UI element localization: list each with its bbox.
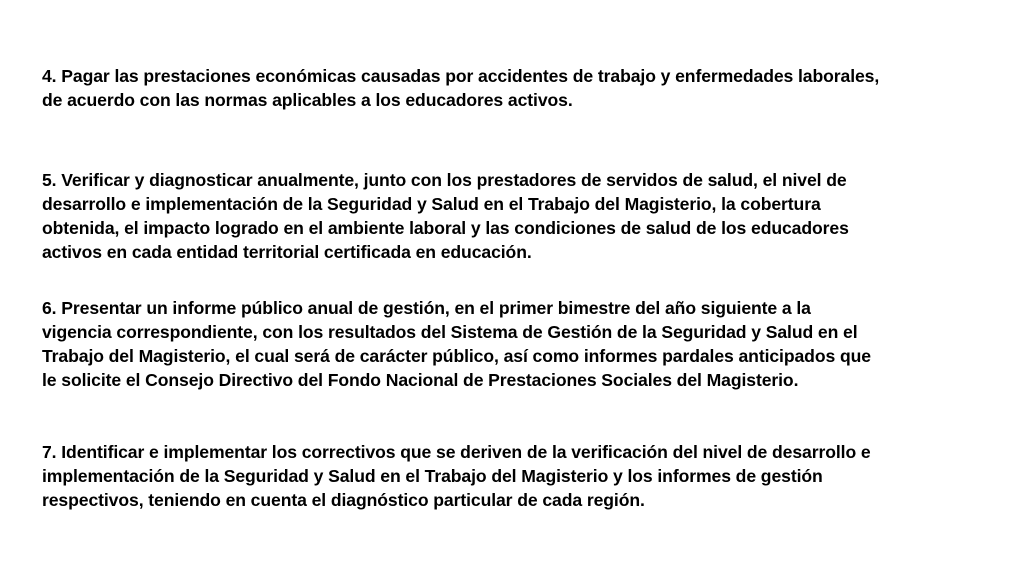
paragraph-item-4 [42,64,992,112]
paragraph-item-6 [42,296,992,392]
paragraph-line: desarrollo e implementación de la Seguridad y Salud en el Trabajo del Magisterio, la cobertura [42,194,821,214]
paragraph-item-5 [42,168,992,264]
paragraph-line: 5. Verificar y diagnosticar anualmente, junto con los prestadores de servidos de salud, el nivel de [42,170,847,190]
paragraph-line: 4. Pagar las prestaciones económicas causadas por accidentes de trabajo y enfermedades laborales, [42,66,880,86]
paragraph-line: activos en cada entidad territorial certificada en educación. [42,242,532,262]
paragraph-line: obtenida, el impacto logrado en el ambiente laboral y las condiciones de salud de los educadores [42,218,849,238]
paragraph-line: 6. Presentar un informe público anual de gestión, en el primer bimestre del año siguiente a la [42,298,811,318]
paragraph-line: de acuerdo con las normas aplicables a los educadores activos. [42,90,573,110]
paragraph-line: implementación de la Seguridad y Salud en el Trabajo del Magisterio y los informes de gestión [42,466,823,486]
paragraph-line: Trabajo del Magisterio, el cual será de carácter público, así como informes pardales anticipados que [42,346,871,366]
paragraph-line: respectivos, teniendo en cuenta el diagnóstico particular de cada región. [42,490,645,510]
paragraph-line: vigencia correspondiente, con los resultados del Sistema de Gestión de la Seguridad y Salud en el [42,322,858,342]
paragraph-line: 7. Identificar e implementar los correctivos que se deriven de la verificación del nivel de desarrollo e [42,442,871,462]
paragraph-item-7 [42,440,992,512]
paragraph-line: le solicite el Consejo Directivo del Fondo Nacional de Prestaciones Sociales del Magisterio. [42,370,799,390]
